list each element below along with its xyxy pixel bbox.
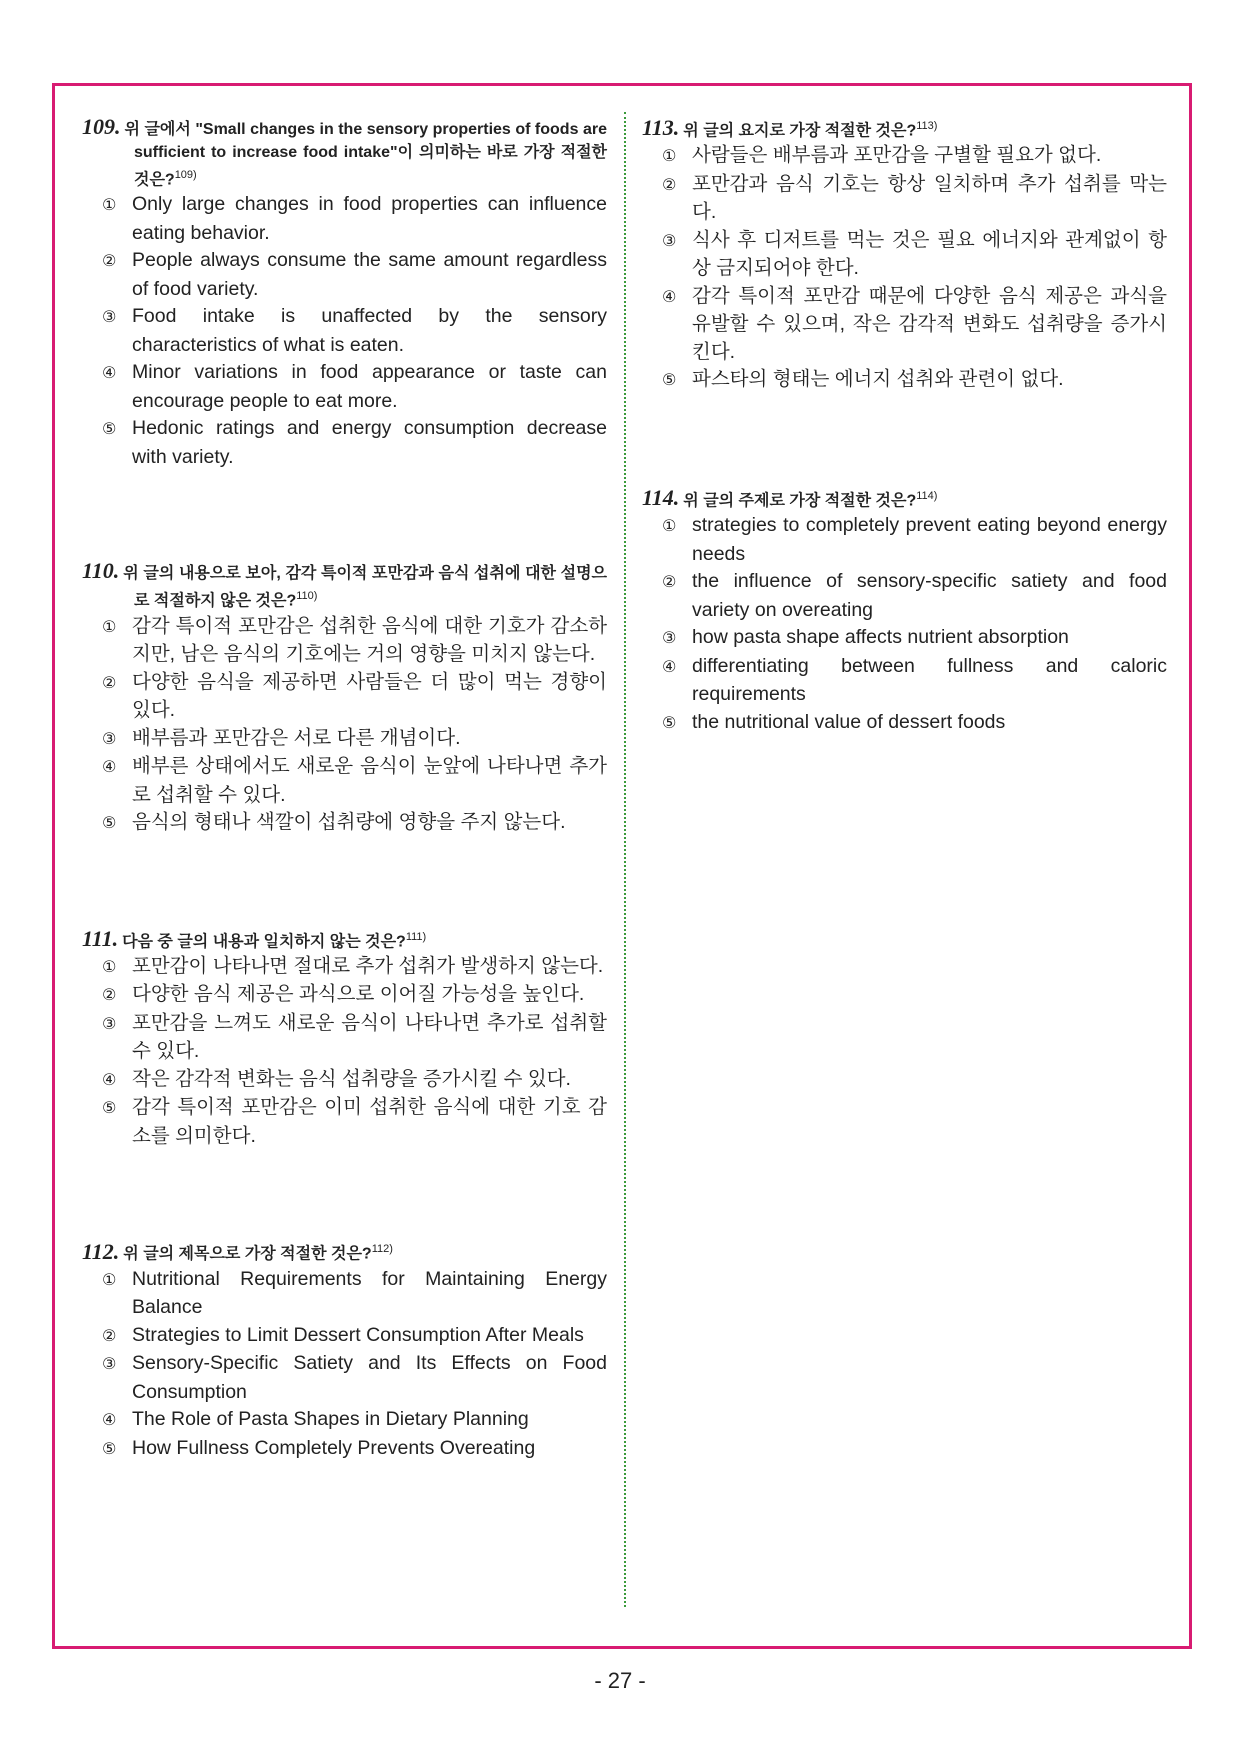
column-divider (624, 112, 626, 1607)
option-text: 감각 특이적 포만감 때문에 다양한 음식 제공은 과식을 유발할 수 있으며, 작은 감각적 변화도 섭취량을 증가시킨다. (692, 284, 1167, 363)
answer-option (92, 1350, 607, 1406)
question-heading (82, 926, 607, 953)
option-number: ③ (102, 1356, 117, 1374)
option-text: 포만감이 나타나면 절대로 추가 섭취가 발생하지 않는다. (132, 954, 604, 977)
answer-option (652, 171, 1167, 227)
answer-option (92, 725, 607, 754)
question-text: 다음 중 글의 내용과 일치하지 않는 것은? (122, 932, 406, 950)
option-number: ② (102, 1327, 117, 1345)
question-number: 112. (82, 1238, 120, 1264)
option-text: Food intake is unaffected by the sensory characteristics of what is eaten. (132, 305, 607, 356)
option-number: ③ (102, 1015, 117, 1033)
answer-option (92, 953, 607, 982)
option-number: ③ (662, 232, 677, 250)
option-number: ② (102, 987, 117, 1005)
answer-option (652, 568, 1167, 624)
option-text: Minor variations in food appearance or taste can encourage people to eat more. (132, 361, 607, 412)
option-text: How Fullness Completely Prevents Overeating (132, 1436, 536, 1459)
option-number: ⑤ (102, 421, 117, 439)
option-number: ② (662, 574, 677, 592)
question-text: 위 글에서 "Small changes in the sensory properties of foods are sufficient to increase food intake"이 의미하는 바로 가장 적절한 것은? (124, 121, 607, 189)
answer-option (92, 809, 607, 838)
answer-option (652, 283, 1167, 367)
option-number: ① (102, 958, 117, 976)
option-text: 작은 감각적 변화는 음식 섭취량을 증가시킬 수 있다. (132, 1067, 571, 1090)
option-number: ⑤ (662, 372, 677, 390)
option-text: how pasta shape affects nutrient absorption (692, 626, 1069, 649)
question-number: 114. (642, 485, 680, 511)
question-heading (82, 1238, 607, 1265)
answer-option (92, 1406, 607, 1435)
question-number: 113. (642, 115, 680, 141)
option-number: ② (102, 674, 117, 692)
answer-option (92, 191, 607, 247)
answer-option (92, 753, 607, 809)
question-number: 111. (82, 925, 119, 951)
option-text: Hedonic ratings and energy consumption decrease with variety. (132, 417, 607, 468)
answer-option (92, 359, 607, 415)
answer-option (92, 1266, 607, 1322)
answer-option (92, 669, 607, 725)
answer-option (652, 653, 1167, 709)
option-number: ④ (102, 1071, 117, 1089)
question-block (82, 1238, 607, 1463)
answer-option (92, 1094, 607, 1150)
option-number: ⑤ (102, 1440, 117, 1458)
option-text: Strategies to Limit Dessert Consumption After Meals (132, 1323, 584, 1346)
option-text: 배부름과 포만감은 서로 다른 개념이다. (132, 726, 461, 749)
question-block (642, 115, 1167, 395)
option-number: ① (662, 148, 677, 166)
option-text: strategies to completely prevent eating beyond energy needs (692, 514, 1167, 565)
question-text: 위 글의 내용으로 보아, 감각 특이적 포만감과 음식 섭취에 대한 설명으로 적절하지 않은 것은? (123, 565, 607, 610)
option-text: 사람들은 배부름과 포만감을 구별할 필요가 없다. (692, 144, 1102, 167)
option-number: ⑤ (102, 1100, 117, 1118)
question-heading (82, 559, 607, 612)
option-text: 배부른 상태에서도 새로운 음식이 눈앞에 나타나면 추가로 섭취할 수 있다. (132, 755, 607, 806)
option-text: Only large changes in food properties can influence eating behavior. (132, 193, 607, 244)
question-block (642, 485, 1167, 737)
option-text: The Role of Pasta Shapes in Dietary Planning (132, 1408, 529, 1431)
footnote-ref: 113) (916, 120, 938, 132)
option-number: ① (102, 618, 117, 636)
answer-option (92, 1322, 607, 1351)
question-block (82, 559, 607, 837)
option-text: 포만감을 느껴도 새로운 음식이 나타나면 추가로 섭취할 수 있다. (132, 1011, 607, 1063)
footnote-ref: 111) (405, 930, 427, 943)
option-number: ④ (102, 365, 117, 383)
option-number: ② (102, 253, 117, 271)
answer-option (92, 981, 607, 1010)
answer-option (92, 415, 607, 471)
question-heading (82, 115, 607, 191)
option-text: People always consume the same amount regardless of food variety. (132, 249, 607, 300)
option-number: ③ (662, 630, 677, 648)
option-number: ④ (102, 1412, 117, 1430)
option-text: Sensory-Specific Satiety and Its Effects on Food Consumption (132, 1352, 607, 1403)
answer-option (92, 247, 607, 303)
option-number: ① (102, 1271, 117, 1289)
option-text: 감각 특이적 포만감은 섭취한 음식에 대한 기호가 감소하지만, 남은 음식의 기호에는 거의 영향을 미치지 않는다. (132, 614, 607, 666)
option-number: ① (102, 197, 117, 215)
option-number: ④ (662, 288, 677, 306)
question-number: 110. (82, 558, 120, 584)
question-text: 위 글의 요지로 가장 적절한 것은? (683, 122, 917, 140)
option-text: 다양한 음식 제공은 과식으로 이어질 가능성을 높인다. (132, 983, 585, 1006)
question-text: 위 글의 제목으로 가장 적절한 것은? (123, 1245, 372, 1263)
answer-option (652, 624, 1167, 653)
question-block (82, 926, 607, 1151)
answer-option (92, 1010, 607, 1066)
page-number: - 27 - (594, 1668, 646, 1693)
answer-option (652, 142, 1167, 171)
answer-option (92, 613, 607, 669)
question-heading (642, 485, 1167, 512)
option-text: 감각 특이적 포만감은 이미 섭취한 음식에 대한 기호 감소를 의미한다. (132, 1096, 607, 1147)
question-block (82, 115, 607, 471)
footnote-ref: 112) (371, 1243, 393, 1256)
footnote-ref: 109) (174, 169, 197, 181)
footnote-ref: 114) (916, 489, 938, 502)
option-text: 포만감과 음식 기호는 항상 일치하며 추가 섭취를 막는다. (692, 172, 1167, 224)
answer-option (92, 1066, 607, 1095)
option-text: Nutritional Requirements for Maintaining Energy Balance (132, 1267, 607, 1319)
option-text: the nutritional value of dessert foods (692, 710, 1006, 733)
question-number: 109. (82, 114, 121, 139)
option-text: differentiating between fullness and caloric requirements (692, 654, 1167, 706)
answer-option (652, 366, 1167, 395)
answer-option (652, 227, 1167, 283)
left-column (82, 115, 607, 1463)
option-number: ④ (102, 759, 117, 777)
question-text: 위 글의 주제로 가장 적절한 것은? (683, 492, 917, 510)
option-text: 파스타의 형태는 에너지 섭취와 관련이 없다. (692, 368, 1064, 391)
option-number: ④ (662, 658, 677, 676)
question-heading (642, 115, 1167, 142)
footnote-ref: 110) (296, 590, 318, 603)
option-number: ③ (102, 309, 117, 327)
answer-option (92, 1435, 607, 1464)
option-number: ③ (102, 730, 117, 748)
option-text: 다양한 음식을 제공하면 사람들은 더 많이 먹는 경향이 있다. (132, 670, 607, 722)
option-number: ① (662, 518, 677, 536)
answer-option (92, 303, 607, 359)
option-text: 식사 후 디저트를 먹는 것은 필요 에너지와 관계없이 항상 금지되어야 한다. (692, 228, 1167, 280)
option-number: ⑤ (102, 815, 117, 833)
option-number: ⑤ (662, 714, 677, 732)
option-number: ② (662, 176, 677, 194)
answer-option (652, 512, 1167, 568)
option-text: 음식의 형태나 색깔이 섭취량에 영향을 주지 않는다. (132, 811, 566, 834)
answer-option (652, 709, 1167, 738)
right-column (642, 115, 1167, 737)
option-text: the influence of sensory-specific satiety and food variety on overeating (692, 570, 1167, 621)
